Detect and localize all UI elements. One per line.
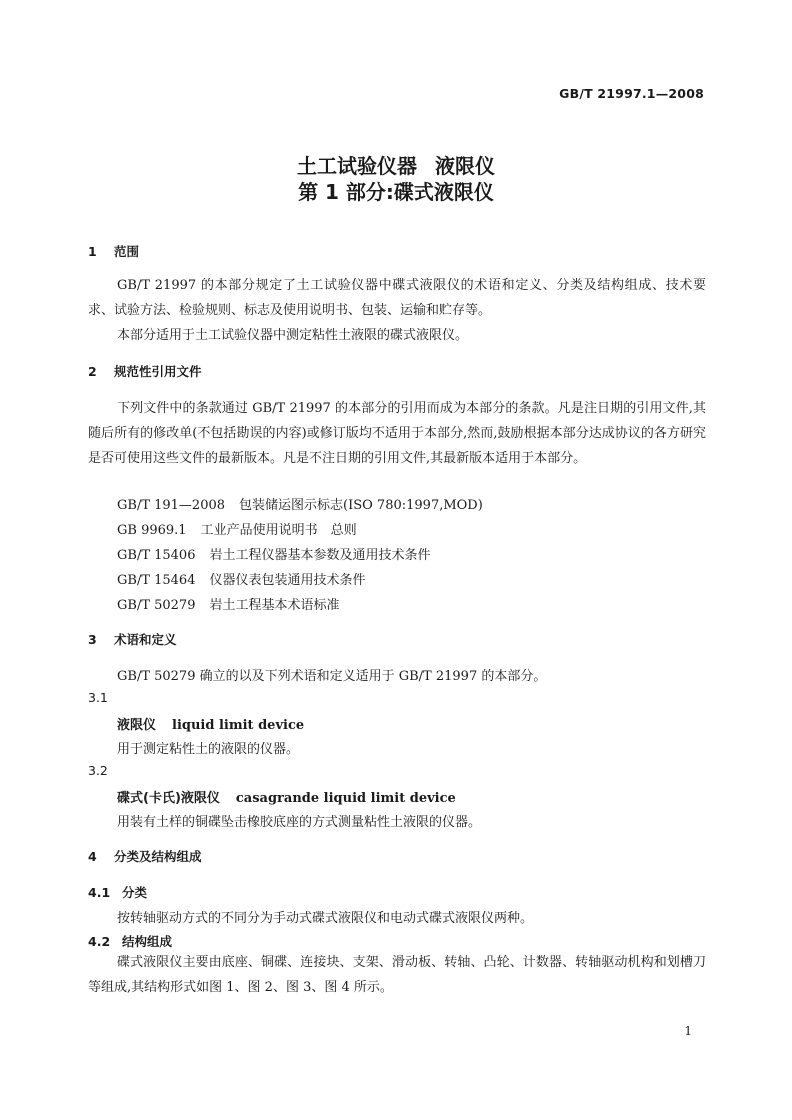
reference-title: 包装储运图示标志(ISO 780:1997,MOD) <box>239 498 483 513</box>
section-title: 术语和定义 <box>114 632 177 647</box>
term-number: 3.1 <box>88 690 108 705</box>
subsection-number: 4.1 <box>88 885 111 900</box>
subsection-title: 结构组成 <box>122 934 173 949</box>
reference-code: GB/T 15464 <box>117 573 196 588</box>
section-3-paragraph-1: GB/T 50279 确立的以及下列术语和定义适用于 GB/T 21997 的本部分。 <box>117 669 547 684</box>
subsection-4-2-heading <box>88 932 172 950</box>
term-english: casagrande liquid limit device <box>235 791 456 806</box>
section-2-paragraph-1: 下列文件中的条款通过 GB/T 21997 的本部分的引用而成为本部分的条款。凡是注日期的引用文件,其随后所有的修改单(不包括勘误的内容)或修订版均不适用于本部分,然而,鼓励根据本部分达成协议的各方研究是否可使用这些文件的最新版本。凡是不注日期的引用文件,其最新版本适用于本部分。 <box>88 401 706 466</box>
section-1-heading <box>88 242 139 260</box>
term-number: 3.2 <box>88 763 108 778</box>
section-1-paragraph-1: GB/T 21997 的本部分规定了土工试验仪器中碟式液限仪的术语和定义、分类及结构组成、技术要求、试验方法、检验规则、标志及使用说明书、包装、运输和贮存等。 <box>88 278 706 318</box>
section-number: 4 <box>88 849 97 864</box>
section-title: 范围 <box>114 244 140 259</box>
section-title: 规范性引用文件 <box>114 364 202 379</box>
reference-item <box>117 569 366 588</box>
subsection-title: 分类 <box>122 885 148 900</box>
reference-item <box>117 544 431 563</box>
reference-code: GB/T 50279 <box>117 598 196 613</box>
term-chinese: 液限仪 <box>117 718 157 733</box>
term-definition: 用装有土样的铜碟坠击橡胶底座的方式测量粘性土液限的仪器。 <box>117 815 482 830</box>
section-1-paragraph-2: 本部分适用于土工试验仪器中测定粘性土液限的碟式液限仪。 <box>117 328 469 343</box>
document-title-line1 <box>0 150 792 179</box>
subsection-4-1-paragraph: 按转轴驱动方式的不同分为手动式碟式液限仪和电动式碟式液限仪两种。 <box>117 911 534 926</box>
section-2-heading <box>88 362 202 380</box>
term-chinese: 碟式(卡氏)液限仪 <box>117 791 220 806</box>
reference-title: 岩土工程仪器基本参数及通用技术条件 <box>209 548 431 563</box>
reference-code: GB 9969.1 <box>117 523 187 538</box>
term-entry <box>117 714 304 733</box>
subsection-4-1-heading <box>88 883 147 901</box>
term-english: liquid limit device <box>172 718 305 733</box>
reference-item <box>117 494 483 513</box>
title-part-a: 土工试验仪器 <box>297 154 417 178</box>
reference-code: GB/T 15406 <box>117 548 196 563</box>
section-number: 3 <box>88 632 97 647</box>
subsection-4-2-paragraph: 碟式液限仪主要由底座、铜碟、连接块、支架、滑动板、转轴、凸轮、计数器、转轴驱动机构和划槽刀等组成,其结构形式如图 1、图 2、图 3、图 4 所示。 <box>88 955 706 995</box>
subsection-number: 4.2 <box>88 934 111 949</box>
reference-title: 岩土工程基本术语标准 <box>209 598 340 613</box>
term-entry <box>117 787 456 806</box>
section-number: 1 <box>88 244 97 259</box>
page-number: 1 <box>684 1024 692 1038</box>
standard-code: GB/T 21997.1—2008 <box>559 86 704 101</box>
section-3-heading <box>88 630 177 648</box>
document-title-line2: 第 1 部分:碟式液限仪 <box>298 180 494 204</box>
reference-item <box>117 594 340 613</box>
title-part-b: 液限仪 <box>435 154 495 178</box>
section-number: 2 <box>88 364 97 379</box>
reference-title: 工业产品使用说明书 总则 <box>200 523 357 538</box>
section-4-heading <box>88 847 202 865</box>
reference-title: 仪器仪表包装通用技术条件 <box>209 573 366 588</box>
section-title: 分类及结构组成 <box>114 849 202 864</box>
reference-item <box>117 519 357 538</box>
term-definition: 用于测定粘性土的液限的仪器。 <box>117 742 300 757</box>
reference-code: GB/T 191—2008 <box>117 498 226 513</box>
